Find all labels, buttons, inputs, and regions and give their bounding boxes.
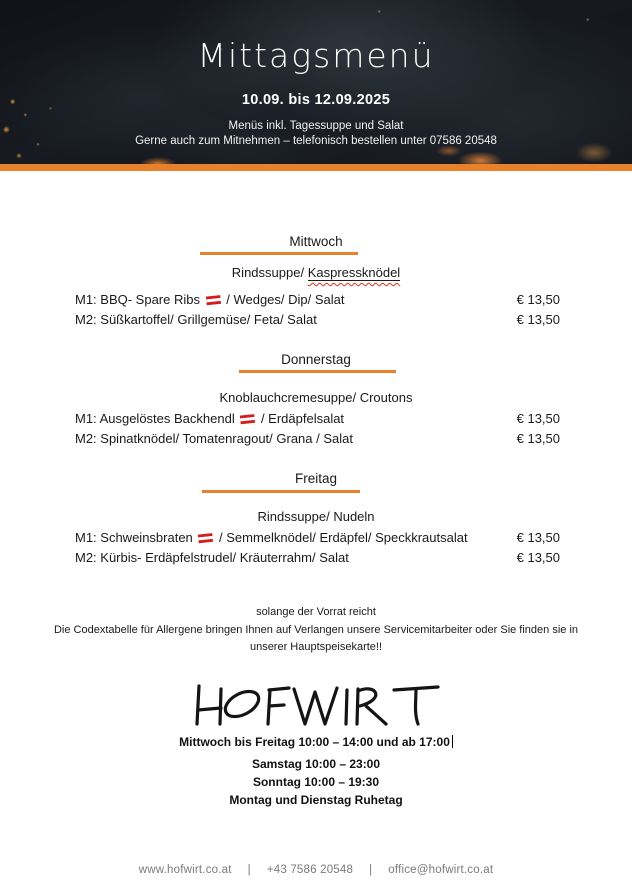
dish-text: M2: Süßkartoffel/ Grillgemüse/ Feta/ Salat bbox=[75, 312, 317, 327]
price: € 13,50 bbox=[516, 312, 560, 327]
dish-text: M1: Ausgelöstes Backhendl / Erdäpfelsalat bbox=[75, 411, 345, 426]
header-chalkboard bbox=[0, 0, 632, 164]
menu-item-row bbox=[0, 312, 632, 327]
menu-item-row bbox=[0, 411, 632, 426]
date-range: 10.09. bis 12.09.2025 bbox=[241, 92, 391, 108]
footer-separator: | bbox=[247, 864, 251, 876]
soup-text: Knoblauchcremesuppe/ Croutons bbox=[219, 390, 413, 405]
page-title: Mittagsmenü bbox=[197, 36, 435, 75]
hofwirt-logo bbox=[190, 683, 442, 727]
soup-line bbox=[0, 265, 632, 280]
menu-item-row bbox=[0, 431, 632, 446]
footer-separator: | bbox=[369, 864, 373, 876]
text-caret bbox=[452, 735, 453, 748]
footer-website: www.hofwirt.co.at bbox=[138, 864, 232, 876]
price: € 13,50 bbox=[516, 292, 560, 307]
day-underline bbox=[239, 370, 396, 373]
soup-line bbox=[0, 390, 632, 405]
allergen-note: Die Codextabelle für Allergene bringen Ihnen auf Verlangen unsere Servicemitarbeiter oder Sie finden sie in unserer Hauptspeisekarte!! bbox=[53, 624, 579, 653]
menu-item-row bbox=[0, 530, 632, 545]
day-heading-mittwoch: Mittwoch bbox=[289, 234, 343, 249]
availability-note: solange der Vorrat reicht bbox=[256, 606, 376, 618]
day-underline bbox=[202, 490, 360, 493]
orange-accent-bar bbox=[0, 164, 632, 171]
header-note-menus: Menüs inkl. Tagessuppe und Salat bbox=[228, 120, 404, 132]
hours-sunday: Sonntag 10:00 – 19:30 bbox=[252, 775, 380, 789]
hours-weekdays: Mittwoch bis Freitag 10:00 – 14:00 und ab 17:00 bbox=[0, 735, 632, 749]
price: € 13,50 bbox=[516, 530, 560, 545]
austria-flag-icon bbox=[197, 532, 214, 543]
day-underline bbox=[200, 252, 358, 255]
hours-saturday: Samstag 10:00 – 23:00 bbox=[251, 757, 381, 771]
dish-text: M1: Schweinsbraten / Semmelknödel/ Erdäpfel/ Speckkrautsalat bbox=[75, 530, 468, 545]
austria-flag-icon bbox=[205, 294, 222, 305]
price: € 13,50 bbox=[516, 411, 560, 426]
price: € 13,50 bbox=[516, 550, 560, 565]
menu-item-row bbox=[0, 550, 632, 565]
menu-item-row bbox=[0, 292, 632, 307]
header-note-takeaway: Gerne auch zum Mitnehmen – telefonisch bestellen unter 07586 20548 bbox=[135, 135, 497, 147]
spellcheck-marked-word: Kaspressknödel bbox=[307, 265, 401, 280]
dish-text: M2: Kürbis- Erdäpfelstrudel/ Kräuterrahm/ Salat bbox=[75, 550, 349, 565]
price: € 13,50 bbox=[516, 431, 560, 446]
footer-contact bbox=[0, 864, 632, 876]
soup-text: Rindssuppe/ Nudeln bbox=[257, 509, 375, 524]
hours-closed-days: Montag und Dienstag Ruhetag bbox=[229, 793, 403, 807]
footer-phone: +43 7586 20548 bbox=[266, 864, 354, 876]
day-heading-donnerstag: Donnerstag bbox=[281, 352, 351, 367]
dish-text: M1: BBQ- Spare Ribs / Wedges/ Dip/ Salat bbox=[75, 292, 345, 307]
soup-line bbox=[0, 509, 632, 524]
austria-flag-icon bbox=[239, 413, 256, 424]
footer-email: office@hofwirt.co.at bbox=[388, 864, 494, 876]
day-heading-freitag: Freitag bbox=[294, 471, 338, 486]
dish-text: M2: Spinatknödel/ Tomatenragout/ Grana / Salat bbox=[75, 431, 353, 446]
soup-text: Rindssuppe/ bbox=[231, 265, 308, 280]
